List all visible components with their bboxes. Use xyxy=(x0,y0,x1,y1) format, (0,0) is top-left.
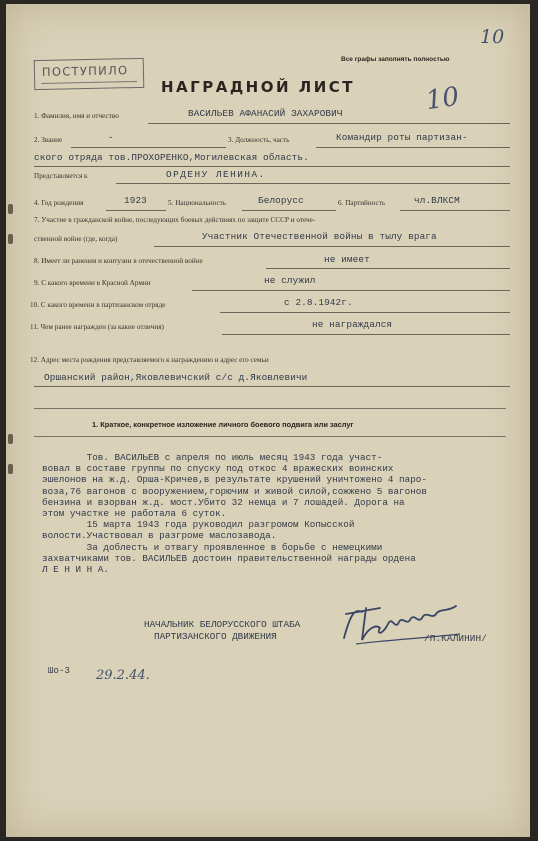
field-7-label-line2: ственной войне (где, когда) xyxy=(34,235,118,243)
field-8-label: 8. Имеет ли ранения и контузии в отечественной войне xyxy=(34,257,203,265)
party-value: чл.ВЛКСМ xyxy=(414,195,460,206)
binding-holes xyxy=(6,4,18,837)
nationality-value: Белорусс xyxy=(258,195,304,206)
field-11-label: 11. Чем ранее награжден (за какие отличия) xyxy=(30,323,164,331)
full-name-value: ВАСИЛЬЕВ АФАНАСИЙ ЗАХАРОВИЧ xyxy=(188,108,343,119)
divider-top xyxy=(34,408,506,409)
field-4-label: 4. Год рождения xyxy=(34,199,84,207)
divider-bottom xyxy=(34,436,506,437)
stamp-text: ПОСТУПИЛО xyxy=(41,63,129,79)
address-value: Оршанский район,Яковлевичский с/с д.Яковлевичи xyxy=(44,372,308,383)
handwritten-date: 29.2.44. xyxy=(96,668,150,683)
handwritten-signature xyxy=(336,594,466,657)
position-value-line2: ского отряда тов.ПРОХОРЕНКО,Могилевская область. xyxy=(34,152,309,163)
present-label: Представляется к xyxy=(34,172,88,180)
field-3-label: 3. Должность, часть xyxy=(228,136,290,144)
signature-block xyxy=(144,619,300,642)
wounds-value: не имеет xyxy=(324,254,370,265)
signature-line-2: ПАРТИЗАНСКОГО ДВИЖЕНИЯ xyxy=(154,630,277,642)
war-participation-value: Участник Отечественной войны в тылу врага xyxy=(202,231,437,242)
field-6-label: 6. Партийность xyxy=(338,199,386,207)
feat-description: Тов. ВАСИЛЬЕВ с апреля по июль месяц 1943 года участ- вовал в составе группы по спуску под откос 4 вражеских воинских эшелонов на ж.д. Орша-Кричев,в результате крушений уничтожено 4 паро- воза,76 вагонов с вооружением,горючим и живой силой,сожжено 5 вагонов бензина и взорван ж.д. мост.Убито 32 немца и 7 лошадей. Дорога на этом участке не работала 6 суток. 15 марта 1943 года руководил разгромом Копысской волости.Участвовал в разгроме маслозавода. За доблесть и отвагу проявленное в борьбе с немецкими захватчиками тов. ВАСИЛЬЕВ достоин правительственной награды ордена Л Е Н И Н А. xyxy=(42,452,427,576)
field-5-label: 5. Национальность xyxy=(168,199,227,207)
field-1-label: 1. Фамилия, имя и отчество xyxy=(34,112,119,120)
rank-value: - xyxy=(108,132,114,143)
document-code: Шо-3 xyxy=(48,666,71,676)
field-12-label: 12. Адрес места рождения представляемого к награждению и адрес его семьи xyxy=(30,356,269,364)
handwritten-mark: 10 xyxy=(424,81,462,117)
field-2-label: 2. Звание xyxy=(34,136,63,144)
award-sheet xyxy=(6,4,530,837)
signature-line-1: НАЧАЛЬНИК БЕЛОРУССКОГО ШТАБА xyxy=(144,619,301,630)
red-army-since-value: не служил xyxy=(264,275,316,286)
field-10-label: 10. С какого времени в партизанском отряде xyxy=(30,301,166,309)
birth-year-value: 1923 xyxy=(124,195,147,206)
field-9-label: 9. С какого времени в Красной Армии xyxy=(34,279,151,287)
document-title: НАГРАДНОЙ ЛИСТ xyxy=(161,78,356,96)
corner-number: 10 xyxy=(480,26,505,48)
award-value: ОРДЕНУ ЛЕНИНА. xyxy=(166,169,266,180)
field-7-label-line1: 7. Участие в гражданской войне, последующих боевых действиях по защите СССР и отече- xyxy=(34,216,316,224)
signatory-name: /П.КАЛИНИН/ xyxy=(424,633,487,644)
received-stamp xyxy=(34,58,145,90)
section-title: 1. Краткое, конкретное изложение личного боевого подвига или заслуг xyxy=(92,420,354,429)
previous-awards-value: не награждался xyxy=(312,319,393,330)
partisan-since-value: с 2.8.1942г. xyxy=(284,297,353,308)
fill-hint: Все графы заполнять полностью xyxy=(341,56,450,63)
position-value-line1: Командир роты партизан- xyxy=(336,132,468,143)
